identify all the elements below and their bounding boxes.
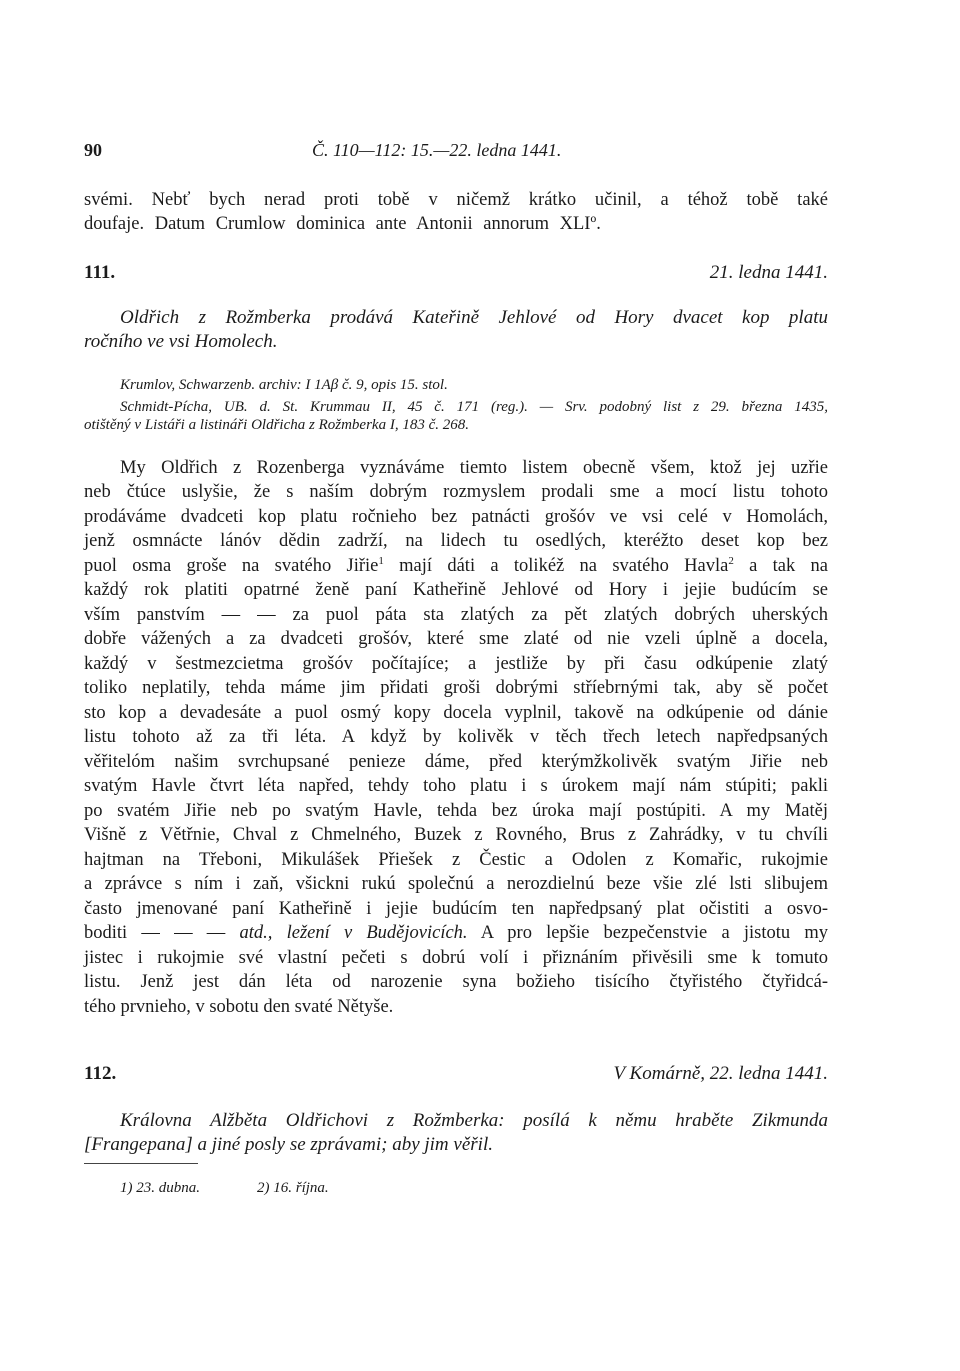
footnote: 2) 16. října. [257,1180,329,1196]
editorial-note: atd., ležení v Budějovicích. [239,923,468,943]
doc-summary-line: Oldřich z Rožmberka prodává Kateřině Jehlové od Hory dvacet kop platu [120,307,828,328]
body-line: a zprávce s ním i zaň, všickni rukú společnú a nerozdielnú beze všie zlé lsti slibujem [84,874,828,894]
body-line: jenž osmnácte lánóv dědin zadrží, na lidech tu osedlých, kteréžto deset kop bez [84,531,828,551]
body-text: mají dáti a tolikéž na svatého Havla [383,556,729,576]
prev-doc-line: svémi. Nebť bych nerad proti tobě v ničemž krátko učinil, a téhož tobě také [84,190,828,210]
body-line: tého prvnieho, v sobotu den svaté Nětyše. [84,997,394,1017]
body-line: neb čtúce uslyšie, že s naším dobrým rozmyslem prodali sme a mocí listu tohoto [84,482,828,502]
doc-place-date: V Komárně, 22. ledna 1441. [613,1063,828,1084]
body-line: listu tohoto až za tři léta. A když by kolivěk v těch třech letech napředpsaných [84,727,828,747]
body-line: každý v šestmezcietma grošóv počítajíce; a jestliže by při času odkúpenie zlatý [84,654,828,674]
body-line: věřitelóm našim svrchupsané penieze dáme, před kterýmžkolivěk svatým Jiřie neb [84,752,828,772]
footnote-ref: 1 [378,554,384,567]
body-text: A pro lepšie bezpečenstvie a jistotu my [467,923,828,943]
page-number: 90 [84,140,102,160]
doc-summary-line: [Frangepana] a jiné posly se zprávami; aby jim věřil. [84,1134,493,1155]
body-line [84,921,828,945]
source-line: Krumlov, Schwarzenb. archiv: I 1Aβ č. 9, opis 15. stol. [120,377,448,393]
body-line [84,554,828,578]
body-line: toliko neplatily, tehda máme jim přidati groši dobrými stříebrnými tak, aby sě počet [84,678,828,698]
body-line: svatým Havle čtvrt léta napřed, tehdy toho platu i s úrokem mají nám stúpiti; pakli [84,776,828,796]
body-line: My Oldřich z Rozenberga vyznáváme tiemto listem obecně všem, ktož jej uzřie [120,458,828,478]
body-line: vším panstvím — — za puol páta sta zlatých za pět zlatých dobrých uherských [84,605,828,625]
body-line: prodáváme dvadceti kop platu ročnieho bez patnácti grošóv ve vsi celé v Homolách, [84,507,828,527]
footnote: 1) 23. dubna. [120,1180,200,1196]
body-line: Višně z Větřnie, Chval z Chmelného, Buzek z Rovného, Brus z Zahrádky, v tu chvíli [84,825,828,845]
body-text: boditi — — — [84,923,240,943]
body-line: dobře vážených a za dvadceti grošóv, které sme zlaté od nie vzeli úplně a docela, [84,629,828,649]
body-line: hajtman na Třeboni, Mikulášek Přiešek z Čestic a Odolen z Komařic, rukojmie [84,850,828,870]
body-line: sto kop a devadesáte a puol osmý kopy docela vyplnil, takově na odkúpenie od dánie [84,703,828,723]
body-line: často jmenované paní Katheřině i jejie budúcím ten napředpsaný plat očistiti a osvo- [84,899,828,919]
doc-summary-line: Královna Alžběta Oldřichovi z Rožmberka: posílá k němu hraběte Zikmunda [120,1110,828,1131]
body-text: a tak na [733,556,828,576]
source-line: otištěný v Listáři a listináři Oldřicha z Rožmberka I, 183 č. 268. [84,417,469,433]
body-line: listu. Jenž jest dán léta od narozenie syna božieho tisícího čtyřistého čtyřidcá- [84,972,828,992]
doc-date: 21. ledna 1441. [709,262,828,283]
doc-summary-line: ročního ve vsi Homolech. [84,331,278,352]
body-text: puol osma groše na svatého Jiřie [84,556,379,576]
footnote-ref: 2 [728,554,734,567]
footnote-rule [84,1163,198,1164]
source-line: Schmidt-Pícha, UB. d. St. Krummau II, 45 č. 171 (reg.). — Srv. podobný list z 29. března 1435, [120,399,828,415]
doc-number: 111. [84,262,116,283]
running-title: Č. 110—112: 15.—22. ledna 1441. [312,140,562,160]
body-line: jistec i rukojmie své vlastní pečeti s dobrú volí i přiznáním přivěsili sme k tomuto [84,948,828,968]
body-line: po svatém Jiřie neb po svatým Havle, tehda bez úroka mají postúpiti. A my Matěj [84,801,828,821]
body-line: každý rok platiti opatrné ženě paní Katheřině Jehlové od Hory i jejie budúcím se [84,580,828,600]
prev-doc-line: doufaje. Datum Crumlow dominica ante Antonii annorum XLIº. [84,214,601,234]
doc-number: 112. [84,1063,117,1084]
